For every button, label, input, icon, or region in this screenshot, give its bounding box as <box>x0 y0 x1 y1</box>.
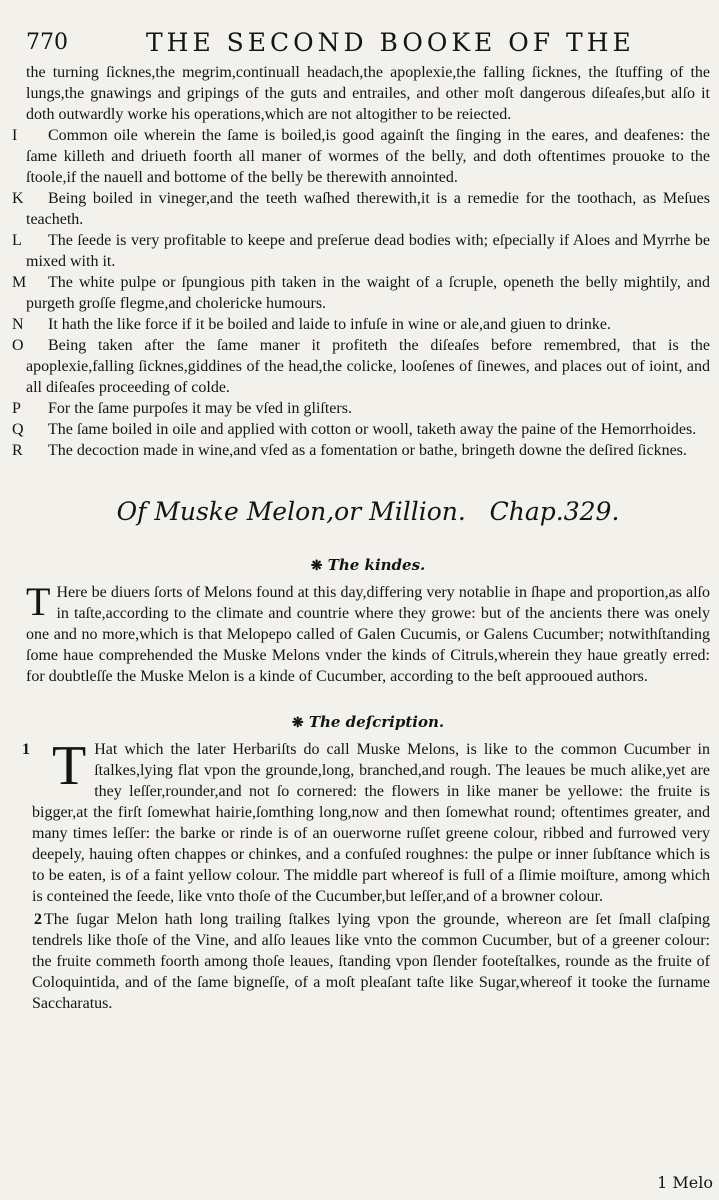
item-text: The decoction made in wine,and vſed as a fomentation or bathe, bringeth downe the deſired ſicknes. <box>48 442 687 459</box>
item-text: Being taken after the ſame maner it profiteth the diſeaſes before remembred, that is the apoplexie,falling ſicknes,giddines of the head,the colicke, looſenes of ſinewes, and places out of ioint, and all diſeaſes proceeding of colde. <box>26 337 710 396</box>
chapter-name: Of Muske Melon,or Million. <box>116 497 466 526</box>
item-letter: N <box>12 316 24 333</box>
chapter-number: Chap.329. <box>489 497 620 526</box>
item-text: The ſeede is very profitable to keepe and preſerue dead bodies with; eſpecially if Aloes and Myrrhe be mixed with it. <box>26 232 710 270</box>
description-heading <box>26 713 710 731</box>
lettered-item <box>12 419 710 440</box>
item-letter: I <box>12 127 18 144</box>
lettered-item <box>12 230 710 272</box>
kindes-text: Here be diuers ſorts of Melons found at this day,differing very notablie in ſhape and proportion,as alſo in taſte,according to the climate and countrie where they growe: but of the ancients there was onely one and no more,which is that Melopepo called of Galen Cucumis, or Galens Cucumber; notwithſtanding ſome haue comprehended the Muske Melons vnder the kinds of Citruls,wherein they haue greatly erred: for doubtleſſe the Muske Melon is a kinde of Cucumber, according to the beſt approoued authors. <box>26 584 710 685</box>
kindes-heading <box>26 556 710 574</box>
lettered-item <box>12 335 710 398</box>
item-text: For the ſame purpoſes it may be vſed in gliſters. <box>48 400 352 417</box>
lettered-item <box>12 398 710 419</box>
lettered-item <box>12 125 710 188</box>
item-number: 1 <box>22 741 30 758</box>
item-text: The ſugar Melon hath long trailing ſtalkes lying vpon the grounde, whereon are ſet ſmall claſping tendrels like thoſe of the Vine, and alſo leaues like vnto the common Cucumber, but of a greener colour: the fruite commeth foorth among thoſe leaues, ſtanding vpon ſlender footeſtalkes, rounde as the fruite of Coloquintida, and of the ſame bigneſſe, of a moſt pleaſant taſte like Sugar,whereof it tooke the ſurname Saccharatus. <box>32 911 710 1012</box>
item-letter: P <box>12 400 21 417</box>
asterism-icon: ❋ <box>291 715 304 731</box>
chapter-title <box>26 497 710 526</box>
kindes-paragraph <box>26 579 710 687</box>
drop-cap: T <box>26 579 51 624</box>
catchword: 1 Melo <box>657 1173 713 1192</box>
lettered-item <box>12 188 710 230</box>
item-letter: M <box>12 274 27 291</box>
item-text: The ſame boiled in oile and applied with cotton or wooll, taketh away the paine of the Hemorrhoides. <box>48 421 697 438</box>
lettered-item <box>12 314 710 335</box>
lettered-item <box>12 440 710 461</box>
item-letter: R <box>12 442 23 459</box>
description-item <box>26 909 710 1014</box>
kindes-heading-text: The kindes. <box>327 556 426 574</box>
item-text: Hat which the later Herbariſts do call Muske Melons, is like to the common Cucumber in ſtalkes,lying flat vpon the grounde,long, branched,and rough. The leaues be much alike,yet are they leſſer,rounder,and not ſo cornered: the flowers in like maner be yellowe: the fruite is bigger,at the firſt ſomewhat hairie,ſomthing long,now and then ſomewhat round; oftentimes greater, and many times leſſer: the barke or rinde is of an ouerworne ruſſet greene colour, ribbed and furrowed very deepely, hauing often chappes or chinkes, and a confuſed roughnes: the pulpe or inner ſubſtance which is to be eaten, is of a faint yellow colour. The middle part whereof is full of a ſlimie moiſture, among which is conteined the ſeede, like vnto thoſe of the Cucumber,but leſſer,and of a browner colour. <box>32 741 710 905</box>
page <box>12 28 710 1014</box>
item-text: Common oile wherein the ſame is boiled,is good againſt the ſinging in the eares, and deafenes: the ſame killeth and driueth foorth all maner of wormes of the belly, and doth oftentimes prouoke to the ſtoole,if the nauell and bottome of the belly be therewith annointed. <box>26 127 710 186</box>
page-number: 770 <box>26 30 68 55</box>
item-letter: O <box>12 337 24 354</box>
drop-cap: T <box>52 735 87 797</box>
continued-text: the turning ſicknes,the megrim,continuall headach,the apoplexie,the falling ſicknes, the ſtuffing of the lungs,the gnawings and gripings of the guts and entrailes, and other moſt dangerous diſeaſes,but alſo it doth outwardly worke his operations,which are not altogither to be reiected. <box>26 64 710 123</box>
asterism-icon: ❋ <box>310 558 323 574</box>
item-number: 2 <box>34 911 42 928</box>
item-text: The white pulpe or ſpungious pith taken in the waight of a ſcruple, openeth the belly mightily, and purgeth groſſe flegme,and cholericke humours. <box>26 274 710 312</box>
item-text: Being boiled in vineger,and the teeth waſhed therewith,it is a remedie for the toothach, as Meſues teacheth. <box>26 190 710 228</box>
item-letter: K <box>12 190 24 207</box>
description-heading-text: The deſcription. <box>308 713 445 731</box>
lettered-list <box>12 125 710 461</box>
running-head: THE SECOND BOOKE OF THE <box>146 28 635 57</box>
description-list <box>22 735 710 1014</box>
lettered-item <box>12 272 710 314</box>
item-letter: L <box>12 232 22 249</box>
item-text: It hath the like force if it be boiled and laide to infuſe in wine or ale,and giuen to drinke. <box>48 316 611 333</box>
item-letter: Q <box>12 421 24 438</box>
description-item <box>22 735 710 907</box>
page-header <box>26 28 710 62</box>
